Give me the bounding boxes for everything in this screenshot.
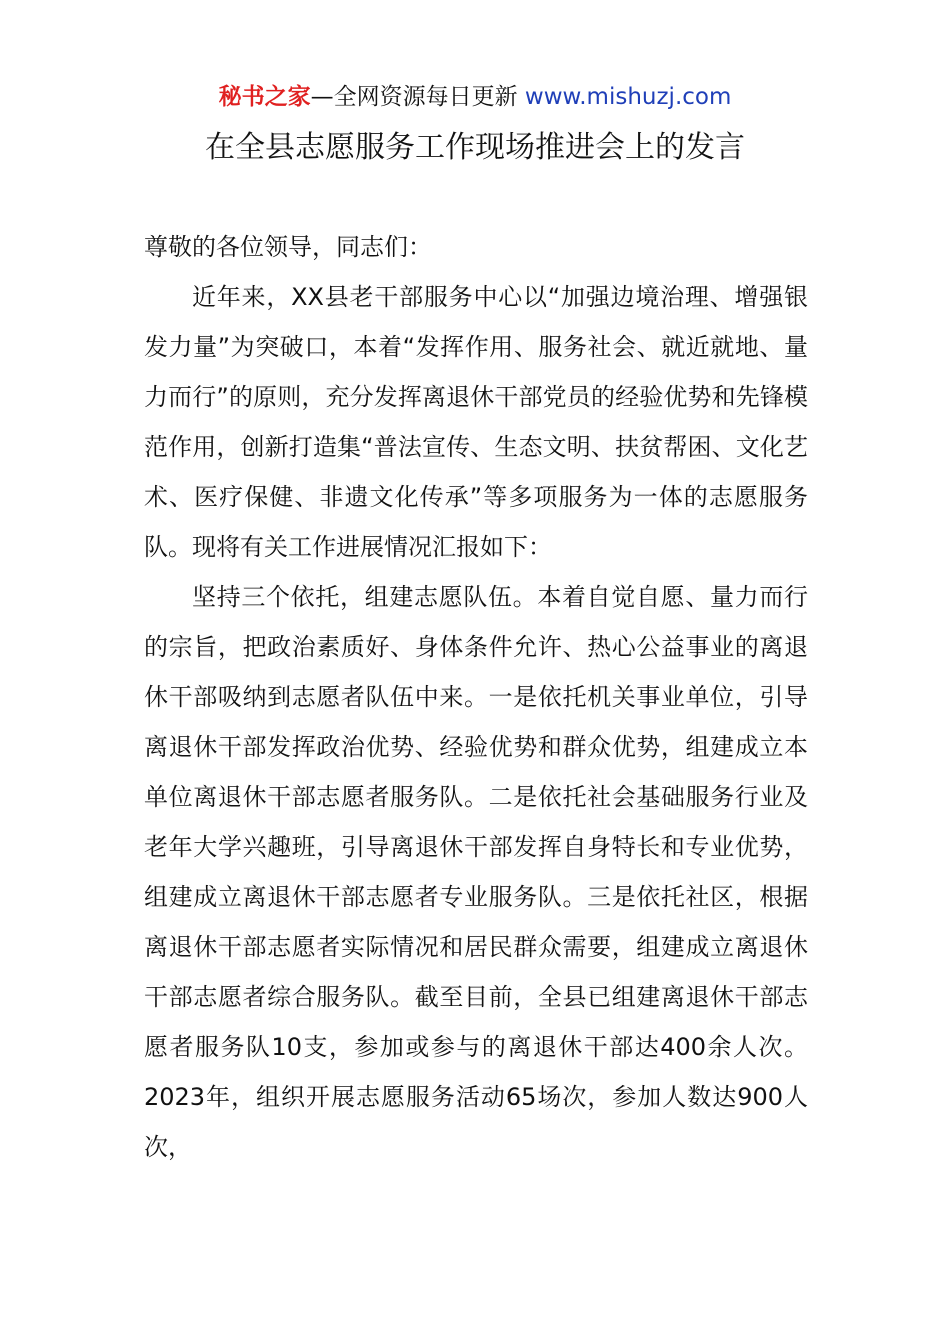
document-body bbox=[144, 222, 808, 1172]
salutation: 尊敬的各位领导，同志们： bbox=[144, 233, 432, 261]
brand-name: 秘书之家 bbox=[218, 84, 311, 110]
site-header bbox=[0, 82, 950, 112]
site-url-link[interactable]: www.mishuzj.com bbox=[524, 84, 732, 110]
document-title: 在全县志愿服务工作现场推进会上的发言 bbox=[205, 130, 745, 165]
site-slogan: —全网资源每日更新 bbox=[310, 84, 525, 110]
paragraph-volunteer-teams: 坚持三个依托，组建志愿队伍。本着自觉自愿、量力而行的宗旨，把政治素质好、身体条件允许、热心公益事业的离退休干部吸纳到志愿者队伍中来。一是依托机关事业单位，引导离退休干部发挥政治优势、经验优势和群众优势，组建成立本单位离退休干部志愿者服务队。二是依托社会基础服务行业及老年大学兴趣班，引导离退休干部发挥自身特长和专业优势，组建成立离退休干部志愿者专业服务队。三是依托社区，根据离退休干部志愿者实际情况和居民群众需要，组建成立离退休干部志愿者综合服务队。截至目前，全县已组建离退休干部志愿者服务队10支，参加或参与的离退休干部达400余人次。2023年，组织开展志愿服务活动65场次，参加人数达900人次， bbox=[144, 583, 808, 1161]
paragraph-intro: 近年来，XX县老干部服务中心以“加强边境治理、增强银发力量”为突破口，本着“发挥作用、服务社会、就近就地、量力而行”的原则，充分发挥离退休干部党员的经验优势和先锋模范作用，创新打造集“普法宣传、生态文明、扶贫帮困、文化艺术、医疗保健、非遗文化传承”等多项服务为一体的志愿服务队。现将有关工作进展情况汇报如下： bbox=[144, 283, 808, 561]
